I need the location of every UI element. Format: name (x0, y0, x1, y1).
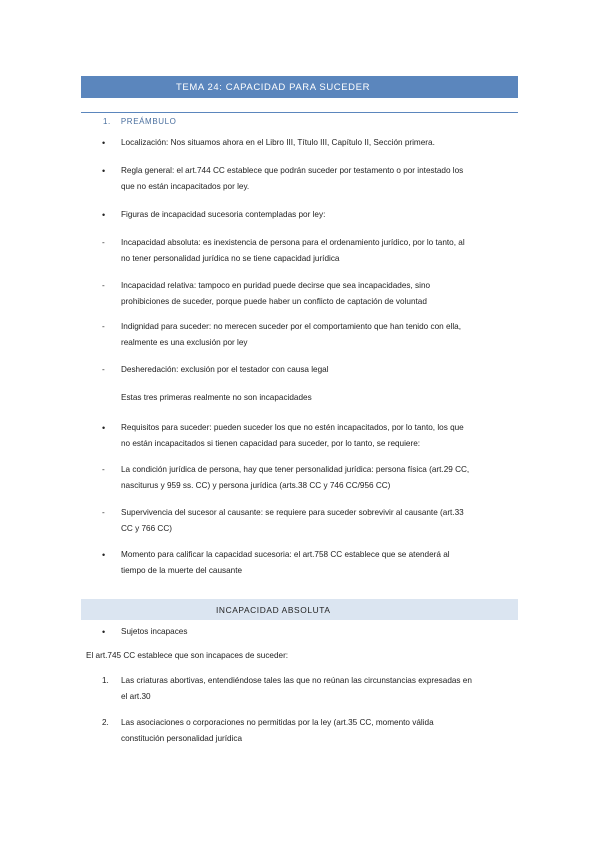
bullet-marker: • (102, 210, 106, 220)
text-line: no tener personalidad jurídica no se tiene capacidad jurídica (121, 254, 340, 263)
list-item (121, 362, 518, 378)
bullet-marker: • (102, 138, 106, 148)
list-item (121, 505, 518, 537)
text-line: nasciturus y 959 ss. CC) y persona jurídica (arts.38 CC y 746 CC/956 CC) (121, 481, 391, 490)
list-item (121, 462, 518, 494)
bullet-marker: • (102, 627, 106, 637)
section-heading (103, 117, 177, 126)
text-line: que no están incapacitados por ley. (121, 182, 250, 191)
text-line: Supervivencia del sucesor al causante: se requiere para suceder sobrevivir al causante (art.33 (121, 508, 464, 517)
subsection-band (81, 599, 518, 620)
intro-paragraph: El art.745 CC establece que son incapaces de suceder: (86, 651, 289, 660)
bullet-marker: • (102, 166, 106, 176)
dash-marker: - (102, 465, 105, 474)
section-number: 1. (103, 117, 111, 126)
list-item-sujetos: Sujetos incapaces (121, 627, 188, 636)
text-line: Localización: Nos situamos ahora en el Libro III, Título III, Capítulo II, Sección primera. (121, 138, 435, 147)
list-item (121, 319, 518, 351)
dash-marker: - (102, 322, 105, 331)
numbered-item (121, 715, 518, 747)
list-item (121, 278, 518, 310)
section-title: PREÁMBULO (120, 117, 177, 126)
text-line: Indignidad para suceder: no merecen suceder por el comportamiento que han tenido con ella, (121, 322, 461, 331)
list-item (121, 207, 518, 223)
number-marker: 2. (102, 718, 109, 727)
number-marker: 1. (102, 676, 109, 685)
text-line: prohibiciones de suceder, porque puede haber un conflicto de captación de voluntad (121, 297, 427, 306)
text-line: Estas tres primeras realmente no son incapacidades (121, 393, 312, 402)
text-line: realmente es una exclusión por ley (121, 338, 248, 347)
topic-title: TEMA 24: CAPACIDAD PARA SUCEDER (176, 81, 371, 93)
list-item (121, 547, 518, 579)
dash-marker: - (102, 365, 105, 374)
dash-marker: - (102, 238, 105, 247)
list-item (121, 135, 518, 151)
dash-marker: - (102, 508, 105, 517)
bullet-marker: • (102, 550, 106, 560)
text-line: Desheredación: exclusión por el testador con causa legal (121, 365, 329, 374)
text-line: Las asociaciones o corporaciones no permitidas por la ley (art.35 CC, momento válida (121, 718, 434, 727)
text-line: constitución personalidad jurídica (121, 734, 243, 743)
text-line: Incapacidad absoluta: es inexistencia de persona para el ordenamiento jurídico, por lo tanto, al (121, 238, 465, 247)
text-line: Figuras de incapacidad sucesoria contempladas por ley: (121, 210, 326, 219)
text-line: Incapacidad relativa: tampoco en puridad puede decirse que sea incapacidades, sino (121, 281, 431, 290)
text-line: Momento para calificar la capacidad sucesoria: el art.758 CC establece que se atenderá al (121, 550, 450, 559)
text-line: La condición jurídica de persona, hay que tener personalidad jurídica: persona física (art.29 CC, (121, 465, 470, 474)
list-item (121, 163, 518, 195)
text-line: Las criaturas abortivas, entendiéndose tales las que no reúnan las circunstancias expresadas en (121, 676, 472, 685)
text-line: Requisitos para suceder: pueden suceder los que no estén incapacitados, por lo tanto, los que (121, 423, 464, 432)
list-item (121, 420, 518, 452)
text-line: Regla general: el art.744 CC establece que podrán suceder por testamento o por intestado los (121, 166, 464, 175)
dash-marker: - (102, 281, 105, 290)
section-divider (81, 112, 518, 113)
text-line: el art.30 (121, 692, 151, 701)
text-line: CC y 766 CC) (121, 524, 172, 533)
text-line: tiempo de la muerte del causante (121, 566, 243, 575)
numbered-item (121, 673, 518, 705)
list-item (121, 235, 518, 267)
text-line: no están incapacitados si tienen capacidad para suceder, por lo tanto, se requiere: (121, 439, 421, 448)
bullet-marker: • (102, 423, 106, 433)
subsection-title: INCAPACIDAD ABSOLUTA (216, 604, 331, 615)
topic-banner (81, 76, 518, 98)
note-paragraph (121, 390, 518, 406)
